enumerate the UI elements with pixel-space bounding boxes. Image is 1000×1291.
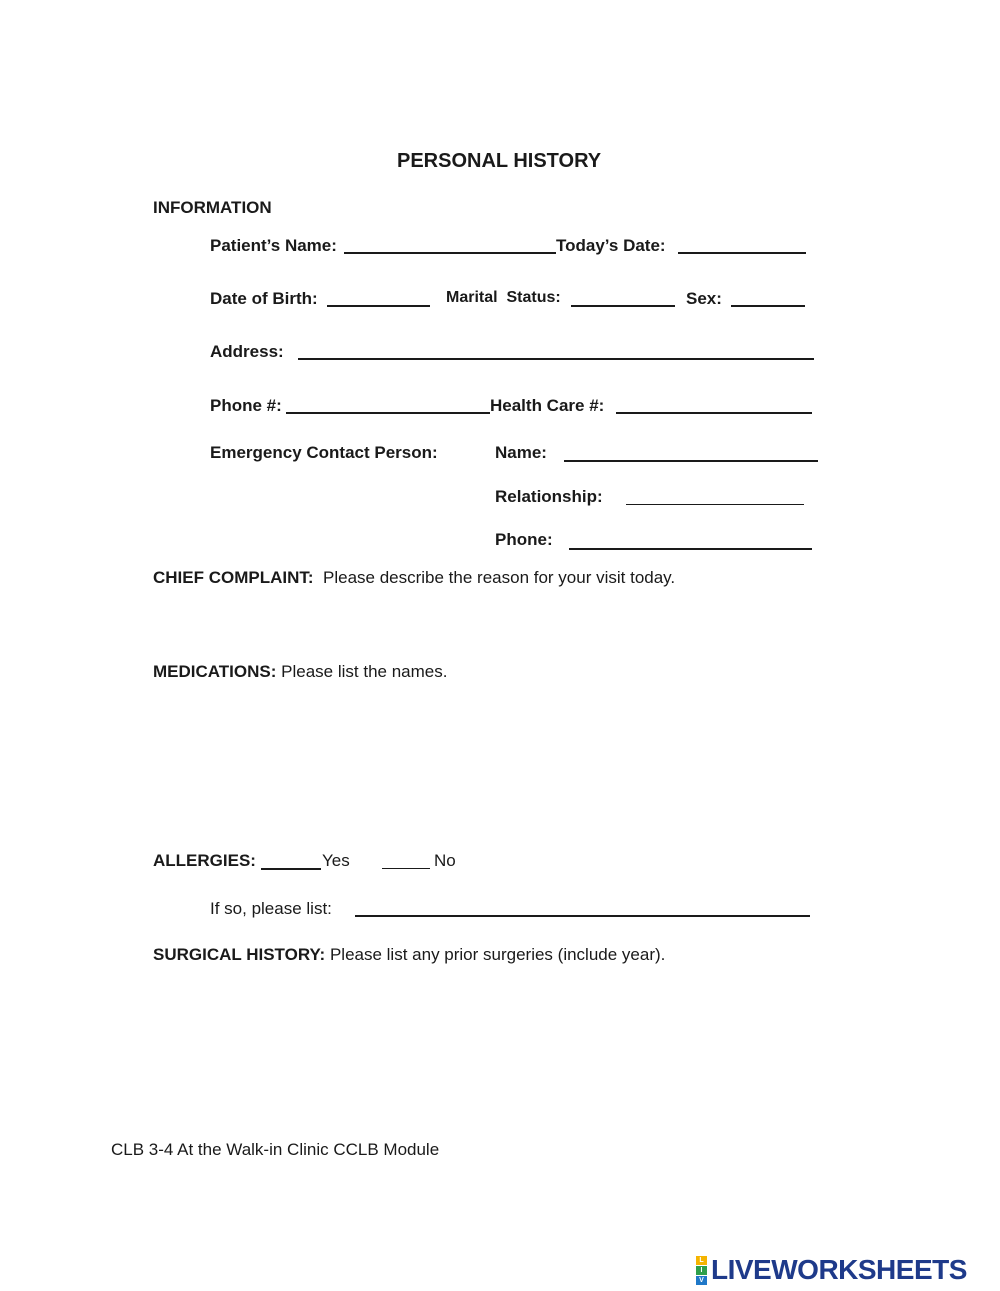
logo-block: L bbox=[696, 1256, 707, 1265]
chief-complaint bbox=[153, 568, 675, 588]
todays-date-label: Today’s Date: bbox=[556, 236, 666, 255]
ec-name-field[interactable] bbox=[564, 460, 818, 462]
phone-field[interactable] bbox=[286, 412, 490, 414]
logo-block: I bbox=[696, 1266, 707, 1275]
todays-date-field[interactable] bbox=[678, 252, 806, 254]
chief-complaint-label: CHIEF COMPLAINT: bbox=[153, 568, 314, 587]
allergies-label: ALLERGIES: bbox=[153, 851, 256, 870]
section-information: INFORMATION bbox=[153, 198, 272, 217]
patient-name-label: Patient’s Name: bbox=[210, 236, 337, 255]
emergency-contact-label: Emergency Contact Person: bbox=[210, 443, 438, 462]
medications-text: Please list the names. bbox=[281, 662, 448, 681]
patient-name-field[interactable] bbox=[344, 252, 556, 254]
sex-field[interactable] bbox=[731, 305, 805, 307]
sex-label: Sex: bbox=[686, 289, 722, 308]
allergies-yes-label: Yes bbox=[322, 851, 350, 870]
date-of-birth-field[interactable] bbox=[327, 305, 430, 307]
allergies-no-label: No bbox=[434, 851, 456, 870]
marital-status-field[interactable] bbox=[571, 305, 675, 307]
ec-phone-label: Phone: bbox=[495, 530, 553, 549]
address-label: Address: bbox=[210, 342, 284, 361]
surgical-history-label: SURGICAL HISTORY: bbox=[153, 945, 326, 964]
logo-text: LIVEWORKSHEETS bbox=[711, 1254, 967, 1285]
logo-block: V bbox=[696, 1276, 707, 1285]
date-of-birth-label: Date of Birth: bbox=[210, 289, 318, 308]
allergies-list-field[interactable] bbox=[355, 915, 810, 917]
allergies-yes-field[interactable] bbox=[261, 868, 321, 870]
ec-name-label: Name: bbox=[495, 443, 547, 462]
health-care-field[interactable] bbox=[616, 412, 812, 414]
phone-label: Phone #: bbox=[210, 396, 282, 415]
liveworksheets-logo bbox=[696, 1255, 967, 1285]
footer-text: CLB 3-4 At the Walk-in Clinic CCLB Module bbox=[111, 1140, 440, 1159]
health-care-label: Health Care #: bbox=[490, 396, 605, 415]
allergies-list-label: If so, please list: bbox=[210, 899, 332, 918]
ec-relationship-field[interactable] bbox=[626, 504, 804, 505]
allergies-no-field[interactable] bbox=[382, 868, 430, 869]
address-field[interactable] bbox=[298, 358, 814, 360]
surgical-history-text: Please list any prior surgeries (include year). bbox=[329, 945, 666, 964]
ec-phone-field[interactable] bbox=[569, 548, 812, 550]
surgical-history bbox=[153, 945, 665, 965]
ec-relationship-label: Relationship: bbox=[495, 487, 603, 506]
logo-blocks-icon bbox=[696, 1256, 707, 1285]
medications-label: MEDICATIONS: bbox=[153, 662, 277, 681]
chief-complaint-text: Please describe the reason for your visit today. bbox=[323, 568, 676, 587]
medications bbox=[153, 662, 447, 682]
marital-status-label: Marital Status: bbox=[446, 289, 561, 306]
page-title: PERSONAL HISTORY bbox=[397, 150, 602, 172]
